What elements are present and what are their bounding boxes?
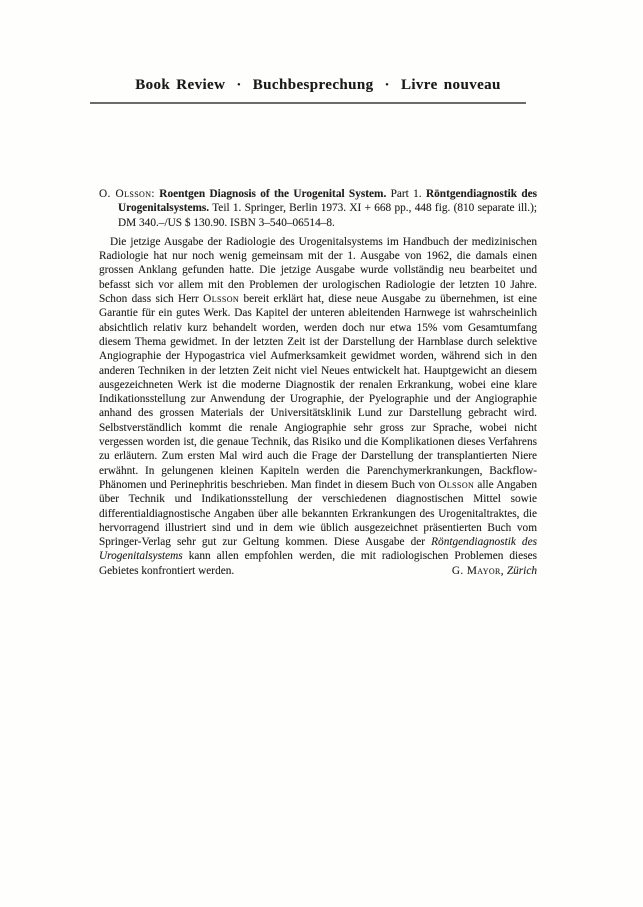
title-german: Buchbesprechung	[252, 77, 374, 93]
review-text-4: kann allen empfohlen werden, die mit radiologischen Problemen dieses Gebietes konfrontiert werden.	[99, 550, 537, 577]
title-english: Book Review	[135, 77, 226, 93]
citation-title-english: Roentgen Diagnosis of the Urogenital System.	[159, 188, 387, 200]
book-title-italic: Röntgendiagnostik des Urogenitalsystems	[99, 536, 537, 563]
page-title	[99, 0, 537, 94]
review-text-2: bereit erklärt hat, diese neue Ausgabe zu übernehmen, ist eine Garantie für ein gutes Werk. Das Kapitel der unteren ableitenden Harnwege ist wahrscheinlich absichtlich relativ kurz behandelt worden, werden doch nur etwa 15% vom Gesamtumfang diesem Thema gewidmet. In der letzten Zeit ist der Darstellung der Harnblase durch selektive Angiographie der Hypogastrica viel Aufmerksamkeit gewidmet worden, während sich in den anderen Techniken in der letzten Zeit nicht viel Neues entwickelt hat. Hauptgewicht an diesem ausgezeichneten Werk ist die moderne Diagnostik der renalen Erkrankung, wobei eine klare Indikationsstellung zur Anwendung der Urographie, der Pyelographie und der Angiographie anhand des grossen Materials der Universitätsklinik Lund zur Darstellung gebracht wird. Selbstverständlich kommt die renale Angiographie sehr gross zur Sprache, wobei nicht vergessen worden ist, die genaue Technik, das Risiko und die Komplikationen dieses Verfahrens zu erläutern. Zum ersten Mal wird auch die Frage der Darstellung der transplantierten Niere erwähnt. In gelungenen kleinen Kapiteln werden die Parenchymerkrankungen, Backflow-Phänomen und Perinephritis beschrieben. Man findet in diesem Buch von	[99, 293, 538, 491]
review-text-1: Die jetzige Ausgabe der Radiologie des Urogenitalsystems im Handbuch der medizinischen Radiologie hat nur noch wenig gemeinsam mit der 1. Ausgabe von 1962, die damals einen grossen Anklang gefunden hatte. Die jetzige Ausgabe wurde vollständig neu bearbeitet und befasst sich vor allem mit den Problemen der urologischen Radiologie der letzten 10 Jahre. Schon dass sich Herr	[99, 235, 537, 306]
citation-part: Part 1.	[390, 188, 422, 200]
citation-publisher-details: Teil 1. Springer, Berlin 1973. XI + 668 pp., 448 fig. (810 separate ill.); DM 340.–/US $ 130.90. ISBN 3–540–06514–8.	[118, 202, 537, 229]
reviewer-city: Zürich	[506, 564, 537, 577]
title-french: Livre nouveau	[400, 77, 501, 93]
book-citation	[99, 187, 537, 230]
separator-dot: ·	[236, 77, 242, 93]
citation-title-german: Röntgendiagnostik des Urogenitalsystems.	[118, 188, 538, 215]
text-column	[99, 187, 537, 578]
reviewer-signature	[427, 564, 537, 578]
review-body	[99, 235, 537, 578]
separator-dot: ·	[384, 77, 390, 93]
author-name-smallcaps: Olsson	[438, 478, 475, 491]
citation-author: O. Olsson:	[99, 188, 155, 200]
header-divider	[90, 102, 526, 104]
review-text-3: alle Angaben über Technik und Indikationsstellung der verschiedenen diagnostischen Mittel sowie differentialdiagnostische Angaben über alle bekannten Erkrankungen des Urogenitaltraktes, die hervorragend illustriert sind und in dem wie üblich ausgezeichnet präsentierten Buch vom Springer-Verlag sehr gut zur Geltung kommen. Diese Ausgabe der	[99, 478, 537, 549]
reviewer-name: G. Mayor,	[451, 564, 505, 577]
author-name-smallcaps: Olsson	[203, 293, 240, 306]
